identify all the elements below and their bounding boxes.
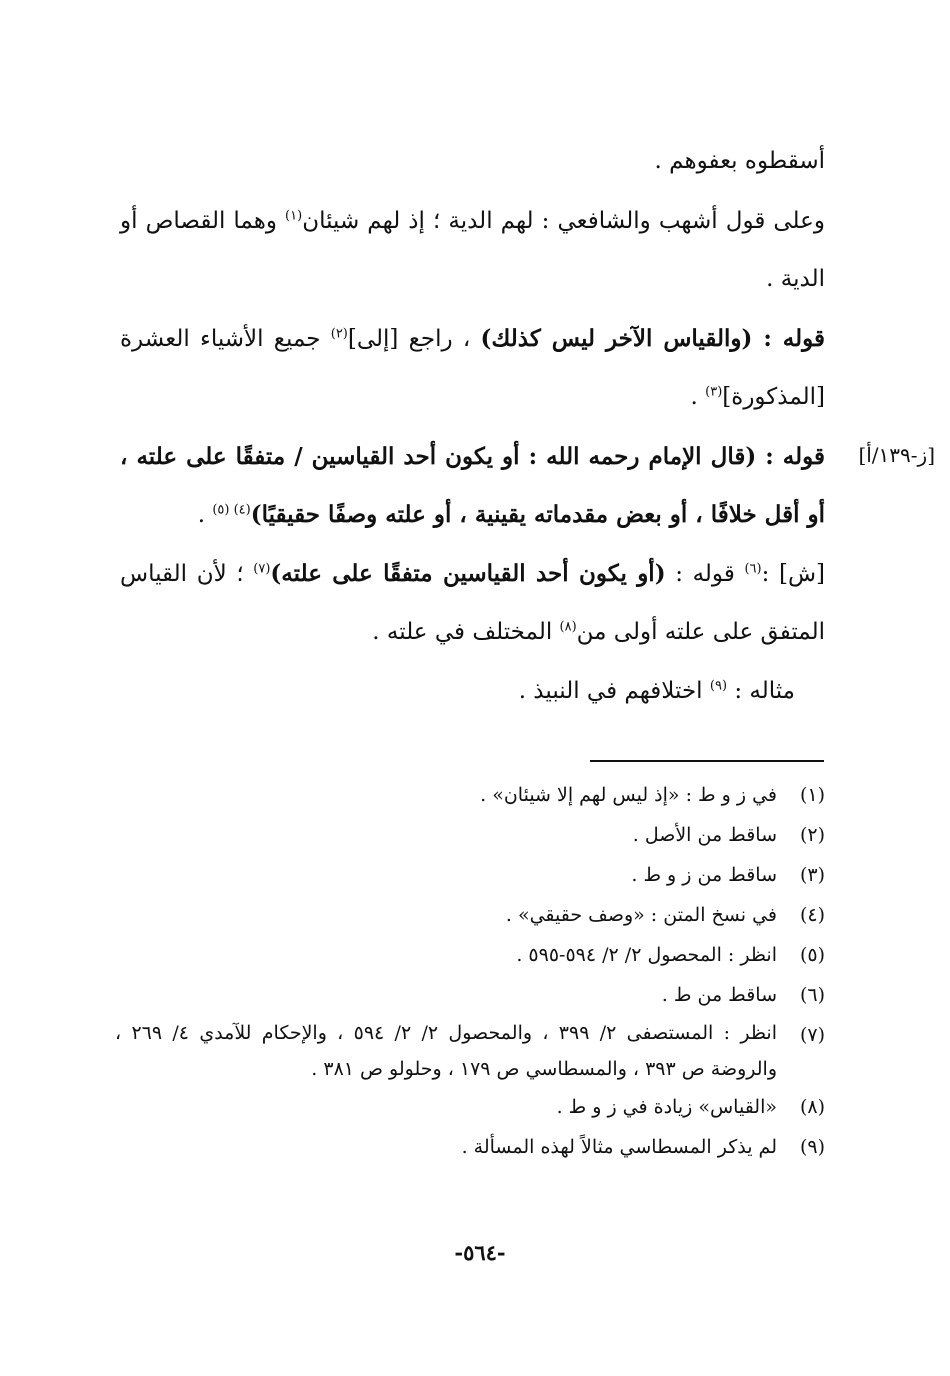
body-paragraph-5 bbox=[120, 545, 825, 661]
paragraph-text: وعلى قول أشهب والشافعي : لهم الدية ؛ إذ لهم شيئان bbox=[302, 208, 826, 234]
footnote-item bbox=[115, 1015, 825, 1087]
footnote-number: (٧) bbox=[799, 1024, 825, 1046]
footnote-ref-4-5[interactable]: (٤) (٥) bbox=[212, 502, 251, 518]
footnote-number: (٩) bbox=[799, 1136, 825, 1158]
footnote-item bbox=[115, 1127, 825, 1167]
paragraph-text: أسقطوه بعفوهم . bbox=[654, 148, 825, 174]
body-paragraph-1 bbox=[120, 132, 825, 190]
body-paragraph-4 bbox=[120, 428, 825, 544]
footnote-ref-7[interactable]: (٧) bbox=[253, 561, 271, 577]
quoted-text: قوله : (قال الإمام رحمه الله : أو يكون أحد القياسين / متفقًا على علته ، أو أقل خلافًا ، أو بعض مقدماته يقينية ، أو علته وصفًا حقيقيًا) bbox=[120, 443, 825, 528]
footnote-item bbox=[115, 815, 825, 855]
footnote-ref-9[interactable]: (٩) bbox=[709, 678, 728, 694]
quote-label: قوله : bbox=[752, 325, 825, 352]
footnote-item bbox=[115, 1087, 825, 1127]
footnote-text: «القياس» زيادة في ز و ط . bbox=[556, 1096, 777, 1118]
footnote-text: ساقط من ز و ط . bbox=[631, 864, 777, 886]
paragraph-text: ، راجع [إلى] bbox=[347, 326, 481, 352]
footnote-separator bbox=[590, 760, 824, 762]
manuscript-margin-reference: [ز-١٣٩/أ] bbox=[858, 443, 935, 467]
footnote-item bbox=[115, 895, 825, 935]
paragraph-text: جميع الأشياء العشرة [المذكورة] bbox=[120, 326, 825, 410]
paragraph-text: . bbox=[690, 384, 706, 410]
footnote-ref-6[interactable]: (٦) bbox=[744, 561, 762, 577]
footnote-ref-1[interactable]: (١) bbox=[285, 208, 303, 224]
footnote-number: (٤) bbox=[799, 904, 825, 926]
quoted-text: (أو يكون أحد القياسين متفقًا على علته) bbox=[270, 560, 666, 587]
body-paragraph-6 bbox=[120, 662, 795, 720]
footnote-number: (٨) bbox=[799, 1096, 825, 1118]
footnote-item bbox=[115, 935, 825, 975]
footnote-text: لم يذكر المسطاسي مثالاً لهذه المسألة . bbox=[461, 1136, 777, 1158]
quote-label: قوله : bbox=[665, 561, 745, 587]
paragraph-text: وهما القصاص أو الدية . bbox=[120, 208, 825, 292]
footnote-ref-3[interactable]: (٣) bbox=[705, 384, 723, 400]
page-number: -٥٦٤- bbox=[454, 1240, 506, 1265]
footnote-number: (٣) bbox=[799, 864, 825, 886]
quoted-text: (والقياس الآخر ليس كذلك) bbox=[480, 325, 753, 352]
paragraph-text: ؛ لأن القياس المتفق على علته أولى من bbox=[120, 561, 825, 645]
footnote-item bbox=[115, 855, 825, 895]
paragraph-text: اختلافهم في النبيذ . bbox=[518, 678, 710, 704]
footnote-number: (٦) bbox=[799, 984, 825, 1006]
footnote-item bbox=[115, 975, 825, 1015]
commentary-marker: [ش] : bbox=[761, 561, 825, 587]
paragraph-text: . bbox=[197, 502, 213, 528]
footnote-text: ساقط من الأصل . bbox=[632, 824, 777, 846]
footnote-item bbox=[115, 775, 825, 815]
paragraph-text: المختلف في علته . bbox=[372, 619, 560, 645]
footnote-number: (١) bbox=[799, 784, 825, 806]
footnote-text: انظر : المستصفى ٢/ ٣٩٩ ، والمحصول ٢/ ٢/ ٥٩٤ ، والإحكام للآمدي ٤/ ٢٦٩ ، والروضة ص ٣٩٣ ، والمسطاسي ص ١٧٩ ، وحلولو ص ٣٨١ . bbox=[115, 1022, 777, 1080]
footnote-text: ساقط من ط . bbox=[661, 984, 777, 1006]
body-paragraph-2 bbox=[120, 192, 825, 308]
footnote-ref-2[interactable]: (٢) bbox=[330, 326, 348, 342]
footnote-text: انظر : المحصول ٢/ ٢/ ٥٩٤-٥٩٥ . bbox=[516, 944, 777, 966]
footnotes-list bbox=[115, 775, 825, 1167]
footnote-text: في نسخ المتن : «وصف حقيقي» . bbox=[505, 904, 777, 926]
footnote-text: في ز و ط : «إذ ليس لهم إلا شيئان» . bbox=[480, 784, 777, 806]
paragraph-text: مثاله : bbox=[727, 678, 795, 704]
footnote-number: (٢) bbox=[799, 824, 825, 846]
footnote-number: (٥) bbox=[799, 944, 825, 966]
body-paragraph-3 bbox=[120, 310, 825, 426]
footnote-ref-8[interactable]: (٨) bbox=[559, 619, 577, 635]
